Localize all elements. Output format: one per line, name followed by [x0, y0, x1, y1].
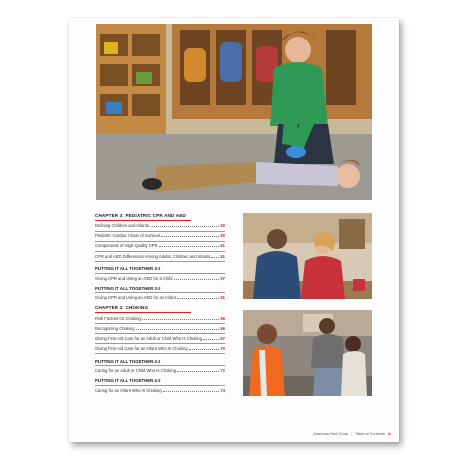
section-divider	[95, 273, 225, 274]
toc-entry[interactable]	[95, 336, 225, 341]
photo-choking-rescue	[243, 310, 372, 396]
book-page	[69, 18, 399, 442]
entry-divider	[95, 333, 225, 334]
toc-section-heading: PUTTING IT ALL TOGETHER 3-2	[95, 285, 161, 291]
toc-section-heading: PUTTING IT ALL TOGETHER 3-1	[95, 266, 161, 272]
toc-entry[interactable]	[95, 243, 225, 248]
footer-separator: |	[351, 432, 353, 436]
toc-dot-leader	[163, 391, 220, 392]
toc-page-number: 66	[220, 325, 225, 331]
toc-dot-leader	[161, 236, 220, 237]
footer-publisher: American Red Cross	[313, 432, 349, 436]
hero-photo-cpr-child	[96, 24, 372, 200]
toc-entry-title: Caring for an Adult or Child Who Is Choking	[95, 368, 176, 374]
toc-entry-title: Recognizing Choking	[95, 325, 135, 331]
toc-page-number: 66	[220, 315, 225, 321]
footer-page-number: ix	[387, 432, 391, 436]
toc-page-number: 61	[220, 295, 225, 301]
toc-dot-leader	[142, 319, 219, 320]
toc-section-heading: PUTTING IT ALL TOGETHER 4-1	[95, 358, 161, 364]
entry-divider	[95, 323, 225, 324]
section-divider	[95, 385, 225, 386]
entry-divider	[95, 251, 225, 252]
section-divider	[95, 365, 225, 366]
toc-entry[interactable]	[95, 388, 225, 393]
toc-page-number: 51	[220, 243, 225, 249]
toc-dot-leader	[136, 329, 220, 330]
toc-entry[interactable]	[95, 346, 225, 351]
footer-section: Table of Contents	[355, 432, 385, 436]
toc-entry[interactable]	[95, 233, 225, 238]
toc-entry-title: Caring for an Infant Who Is Choking	[95, 387, 162, 393]
toc-entry-title: CPR and AED Differences Among Adults, Children and Infants	[95, 253, 211, 259]
toc-entry[interactable]	[95, 326, 225, 331]
toc-entry-title: Giving CPR and Using an AED for a Child	[95, 275, 173, 281]
entry-divider	[95, 353, 225, 354]
toc-dot-leader	[159, 246, 220, 247]
photo-adult-choking	[243, 213, 372, 299]
toc-entry[interactable]	[95, 295, 225, 300]
toc-chapter-heading: CHAPTER 3: PEDIATRIC CPR AND AED	[95, 213, 186, 218]
entry-divider	[95, 343, 225, 344]
entry-divider	[95, 241, 225, 242]
toc-dot-leader	[203, 339, 219, 340]
toc-dot-leader	[174, 279, 220, 280]
toc-dot-leader	[189, 349, 220, 350]
page-footer	[313, 432, 391, 436]
toc-dot-leader	[150, 226, 219, 227]
toc-page-number: 70	[220, 345, 225, 351]
toc-page-number: 50	[220, 233, 225, 239]
toc-entry-title: Components of High-Quality CPR	[95, 243, 158, 249]
toc-page-number: 51	[220, 253, 225, 259]
chapter-red-rule	[95, 220, 191, 222]
toc-entry[interactable]	[95, 223, 225, 228]
toc-entry-title: Risk Factors for Choking	[95, 315, 141, 321]
toc-entry-title: Giving CPR and Using an AED for an Infant	[95, 295, 176, 301]
entry-divider	[95, 231, 225, 232]
toc-entry-title: Giving First Aid Care for an Infant Who Is Choking	[95, 345, 188, 351]
toc-entry-title: Giving First Aid Care for an Adult or Child Who Is Choking	[95, 335, 203, 341]
toc-dot-leader	[177, 298, 220, 299]
toc-entry[interactable]	[95, 368, 225, 373]
toc-dot-leader	[177, 371, 219, 372]
toc-dot-leader	[211, 257, 219, 258]
toc-entry[interactable]	[95, 254, 225, 259]
toc-entry-title: Pediatric Cardiac Chain of Survival	[95, 233, 160, 239]
toc-page-number: 67	[220, 335, 225, 341]
table-of-contents	[95, 208, 225, 395]
toc-entry[interactable]	[95, 276, 225, 281]
toc-chapter-heading: CHAPTER 4: CHOKING	[95, 305, 149, 311]
toc-page-number: 57	[220, 275, 225, 281]
toc-entry[interactable]	[95, 316, 225, 321]
section-divider	[95, 292, 225, 293]
toc-page-number: 74	[220, 387, 225, 393]
entry-divider	[95, 261, 225, 262]
toc-section-heading: PUTTING IT ALL TOGETHER 4-2	[95, 378, 161, 384]
toc-entry-title: Defining Children and Infants	[95, 223, 150, 229]
toc-page-number: 72	[220, 368, 225, 374]
chapter-red-rule	[95, 312, 191, 314]
toc-page-number: 50	[220, 223, 225, 229]
